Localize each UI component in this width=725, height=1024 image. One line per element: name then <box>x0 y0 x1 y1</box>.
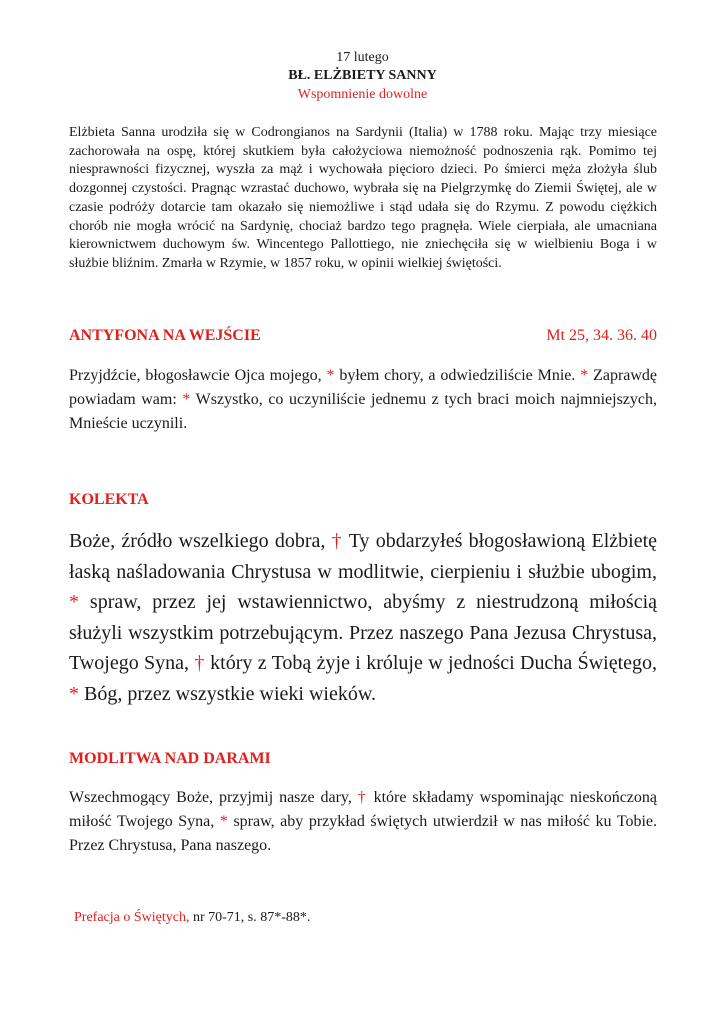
offerings-heading: MODLITWA NAD DARAMI <box>69 750 271 767</box>
preface-pages: nr 70-71, s. 87*-88*. <box>189 910 311 925</box>
preface-label: Prefacja o Świętych, <box>74 910 190 925</box>
offerings-part-2: które składamy wspominając nieskończoną miłość Twojego Syna, <box>69 789 658 830</box>
antiphon-part-1: Przyjdźcie, błogosławcie Ojca mojego, <box>69 367 322 384</box>
asterisk-mark: * <box>182 391 191 408</box>
collect-part-4: który z Tobą żyje i króluje w jedności Ducha Świętego, <box>210 652 658 674</box>
antiphon-text <box>69 364 657 436</box>
offerings-part-1: Wszechmogący Boże, przyjmij nasze dary, <box>69 789 352 806</box>
feast-date: 17 lutego <box>336 50 389 65</box>
asterisk-mark: * <box>326 367 335 384</box>
celebration-rank: Wspomnienie dowolne <box>297 87 428 102</box>
offerings-text <box>69 786 657 858</box>
antiphon-reference: Mt 25, 34. 36. 40 <box>546 327 657 344</box>
collect-text <box>69 526 657 709</box>
asterisk-mark: * <box>69 682 79 705</box>
dagger-mark: † <box>357 789 368 806</box>
dagger-mark: † <box>194 652 205 674</box>
asterisk-mark: * <box>219 813 228 830</box>
asterisk-mark: * <box>580 367 589 384</box>
antiphon-part-2: byłem chory, a odwiedziliście Mnie. <box>339 367 576 384</box>
collect-part-5: Bóg, przez wszystkie wieki wieków. <box>84 682 376 705</box>
offerings-part-3: spraw, aby przykład świętych utwierdził w nas miłość ku Tobie. Przez Chrystusa, Pana naszego. <box>69 813 658 854</box>
saint-name: BŁ. ELŻBIETY SANNY <box>288 68 437 83</box>
preface-reference <box>74 909 310 927</box>
antiphon-part-3: Zaprawdę powiadam wam: <box>69 367 658 408</box>
dagger-mark: † <box>331 530 343 552</box>
antiphon-heading: ANTYFONA NA WEJŚCIE <box>69 327 261 344</box>
collect-part-2: Ty obdarzyłeś błogosławioną Elżbietę łaską naśladowania Chrystusa w modlitwie, cierpieniu i służbie ubogim, <box>69 530 658 583</box>
collect-part-3: spraw, przez jej wstawiennictwo, abyśmy z niestrudzoną miłością służyli wszystkim potrzebującym. Przez naszego Pana Jezusa Chrystusa, Twojego Syna, <box>69 591 657 674</box>
collect-heading: KOLEKTA <box>69 491 149 508</box>
antiphon-part-4: Wszystko, co uczyniliście jednemu z tych braci moich najmniejszych, Mnieście uczynili. <box>69 391 658 432</box>
biography-paragraph: Elżbieta Sanna urodziła się w Codrongianos na Sardynii (Italia) w 1788 roku. Mając trzy miesiące zachorowała na ospę, której skutkiem była całożyciowa niemożność podnoszenia rąk. Pomimo tej niesprawności fizycznej, wyszła za mąż i wychowała pięcioro dzieci. Po śmierci męża złożyła ślub dozgonnej czystości. Pragnąc wzrastać duchowo, wybrała się na Pielgrzymkę do Ziemii Świętej, ale w czasie podróży dotarcie tam okazało się niemożliwe i stąd udała się do Rzymu. Z powodu ciężkich chorób nie mogła wrócić na Sardynię, chociaż bardzo tego pragnęła. Wiele cierpiała, ale umacniana kierownictwem duchowym św. Wincentego Pallottiego, nie zniechęciła się w wielbieniu Boga i w służbie bliźnim. Zmarła w Rzymie, w 1857 roku, w opinii wielkiej świętości. <box>69 125 657 271</box>
asterisk-mark: * <box>69 591 79 613</box>
collect-part-1: Boże, źródło wszelkiego dobra, <box>69 530 326 552</box>
